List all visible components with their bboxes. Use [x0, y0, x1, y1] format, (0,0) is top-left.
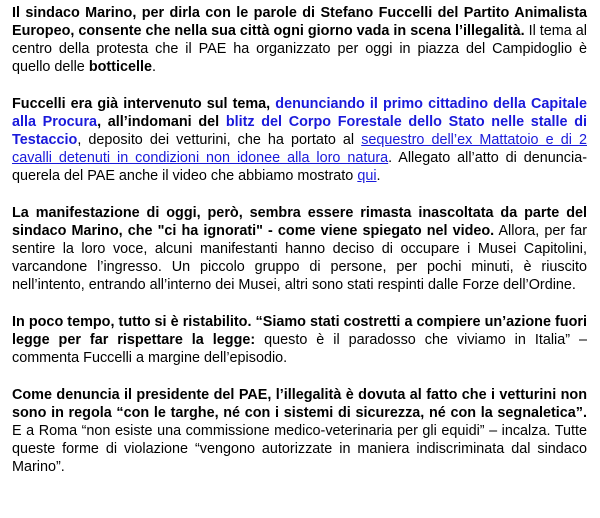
paragraph-3: [12, 204, 587, 294]
paragraph-5: [12, 386, 587, 476]
bold-intro: Fuccelli era già intervenuto sul tema,: [12, 96, 276, 112]
bold-quote: In poco tempo, tutto si è ristabilito. “Siamo stati costretti a compiere un’azione fuori legge per far rispettare la legge:: [12, 314, 587, 348]
paragraph-text: E a Roma “non esiste una commissione medico-veterinaria per gli equidi” – incalza. Tutte queste forme di violazione “vengono autorizzate in maniera indiscriminata dal sindaco Marino”.: [12, 423, 587, 475]
paragraph-text: .: [151, 59, 156, 75]
bold-quote: Come denuncia il presidente del PAE, l’illegalità è dovuta al fatto che i vetturini non sono in regola “con le targhe, né con i sistemi di sicurezza, né con la segnaletica”.: [12, 387, 587, 421]
sequestro-mattatoio-link[interactable]: sequestro dell’ex Mattatoio e di 2 cavalli detenuti in condizioni non idonee alla loro natura: [12, 132, 587, 166]
lead-sentence: Il sindaco Marino, per dirla con le parole di Stefano Fuccelli del Partito Animalista Europeo, consente che nella sua città ogni giorno vada in scena l’illegalità.: [12, 5, 587, 39]
paragraph-text: .: [376, 168, 381, 184]
paragraph-text: . Allegato all’atto di denuncia-querela del PAE anche il video che abbiamo mostrato: [12, 150, 587, 184]
paragraph-4: [12, 313, 587, 367]
paragraph-2: [12, 95, 587, 185]
paragraph-1: [12, 4, 587, 76]
video-qui-link[interactable]: qui: [357, 168, 377, 184]
blitz-forestale-link[interactable]: blitz del Corpo Forestale dello Stato nelle stalle di Testaccio: [12, 114, 587, 148]
paragraph-text: questo è il paradosso che viviamo in Italia” – commenta Fuccelli a margine dell’episodio.: [12, 332, 587, 366]
paragraph-text: , deposito dei vetturini, che ha portato al: [77, 132, 362, 148]
paragraph-text: Il tema al centro della protesta che il PAE ha organizzato per oggi in piazza del Campidoglio è quello delle: [12, 23, 587, 75]
botticelle-keyword: botticelle: [88, 59, 152, 75]
bold-statement: La manifestazione di oggi, però, sembra essere rimasta inascoltata da parte del sindaco Marino, che "ci ha ignorati" - come viene spiegato nel video.: [12, 205, 587, 239]
bold-intro-continued: , all’indomani del: [97, 114, 226, 130]
paragraph-text: Allora, per far sentire la loro voce, alcuni manifestanti hanno deciso di occupare i Musei Capitolini, varcandone l’ingresso. Un piccolo gruppo di persone, per pochi minuti, è riuscito nell’intento, entrando all’interno dei Musei, altri sono stati respinti dalle Forze dell’Ordine.: [12, 223, 587, 293]
denuncia-procura-link[interactable]: denunciando il primo cittadino della Capitale alla Procura: [12, 96, 587, 130]
